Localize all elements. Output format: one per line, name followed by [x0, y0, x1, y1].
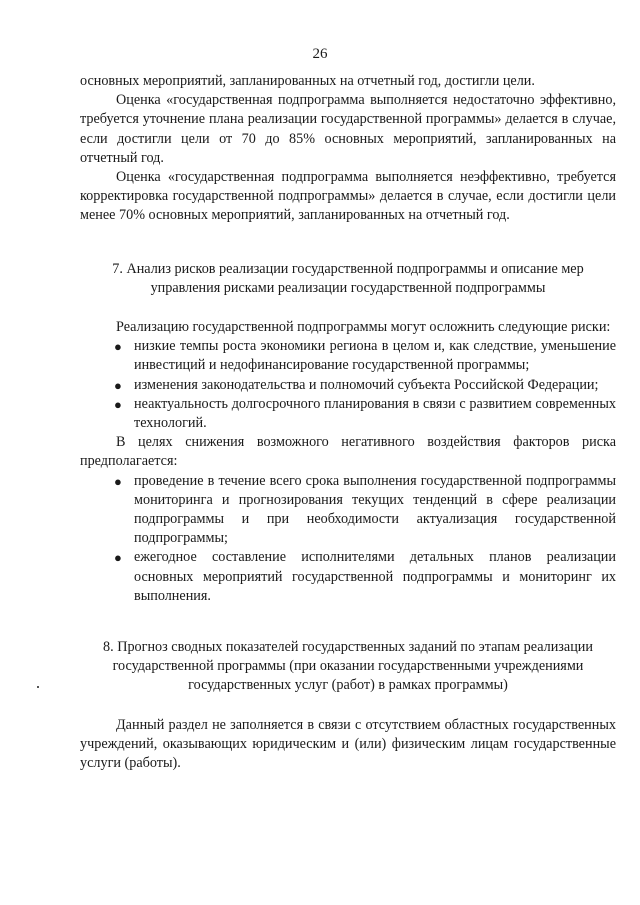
bullet-icon: ● — [114, 396, 122, 412]
measure-item-text: проведение в течение всего срока выполнения государственной подпрограммы мониторинга и прогнозирования текущих тенденций в сфере реализации подпрограммы и при необходимости актуализация государственной подпрограммы; — [134, 472, 616, 547]
list-item — [80, 376, 616, 395]
section-7-intro: Реализацию государственной подпрограммы могут осложнить следующие риски: — [116, 319, 611, 336]
section-7-heading-line-1: 7. Анализ рисков реализации государственной подпрограммы и описание мер — [112, 260, 584, 277]
intro-paragraph-1: основных мероприятий, запланированных на отчетный год, достигли цели. — [80, 73, 535, 89]
section-8-heading-line-2: государственной программы (при оказании государственными учреждениями — [112, 658, 584, 675]
measure-item-text: ежегодное составление исполнителями детальных планов реализации основных мероприятий государственной подпрограммы и мониторинг их выполнения. — [134, 549, 616, 604]
bullet-icon: ● — [114, 473, 122, 489]
list-item — [80, 395, 616, 433]
section-8-text: Данный раздел не заполняется в связи с отсутствием областных государственных учреждений, оказывающих юридическим и (или) физическим лицам государственные услуги (работы). — [80, 716, 616, 772]
intro-paragraph-3: Оценка «государственная подпрограмма выполняется неэффективно, требуется корректировка государственной подпрограммы» делается в случае, если достигли цели менее 70% основных мероприятий, запланированных на отчетный год. — [80, 169, 616, 224]
section-7-measures-intro: В целях снижения возможного негативного воздействия факторов риска предполагается: — [80, 434, 616, 470]
risk-item-text: изменения законодательства и полномочий субъекта Российской Федерации; — [134, 376, 599, 393]
risk-item-text: неактуальность долгосрочного планирования в связи с развитием современных технологий. — [134, 395, 616, 432]
measure-list — [80, 472, 616, 606]
section-8-heading-line-3: государственных услуг (работ) в рамках программы) — [188, 677, 508, 694]
intro-paragraph-2: Оценка «государственная подпрограмма выполняется недостаточно эффективно, требуется уточнение плана реализации государственной программы» делается в случае, если достигли цели от 70 до 85% основных мероприятий, запланированных на отчетный год. — [80, 92, 616, 166]
section-8-heading-line-1: 8. Прогноз сводных показателей государственных заданий по этапам реализации — [103, 639, 593, 656]
bullet-icon: ● — [114, 377, 122, 393]
bullet-icon: ● — [114, 550, 122, 566]
section-7-heading — [80, 260, 616, 298]
section-8-heading — [80, 638, 616, 696]
section-7-heading-line-2: управления рисками реализации государственной подпрограммы — [150, 279, 546, 296]
page-number: 26 — [312, 46, 328, 62]
list-item — [80, 472, 616, 549]
list-item — [80, 337, 616, 375]
bullet-icon: ● — [114, 339, 122, 355]
risk-item-text: низкие темпы роста экономики региона в целом и, как следствие, уменьшение инвестиций и недофинансирование государственной программы; — [134, 338, 616, 374]
scan-artifact — [37, 686, 39, 688]
risk-list — [80, 337, 616, 433]
list-item — [80, 548, 616, 606]
document-body — [80, 72, 616, 773]
